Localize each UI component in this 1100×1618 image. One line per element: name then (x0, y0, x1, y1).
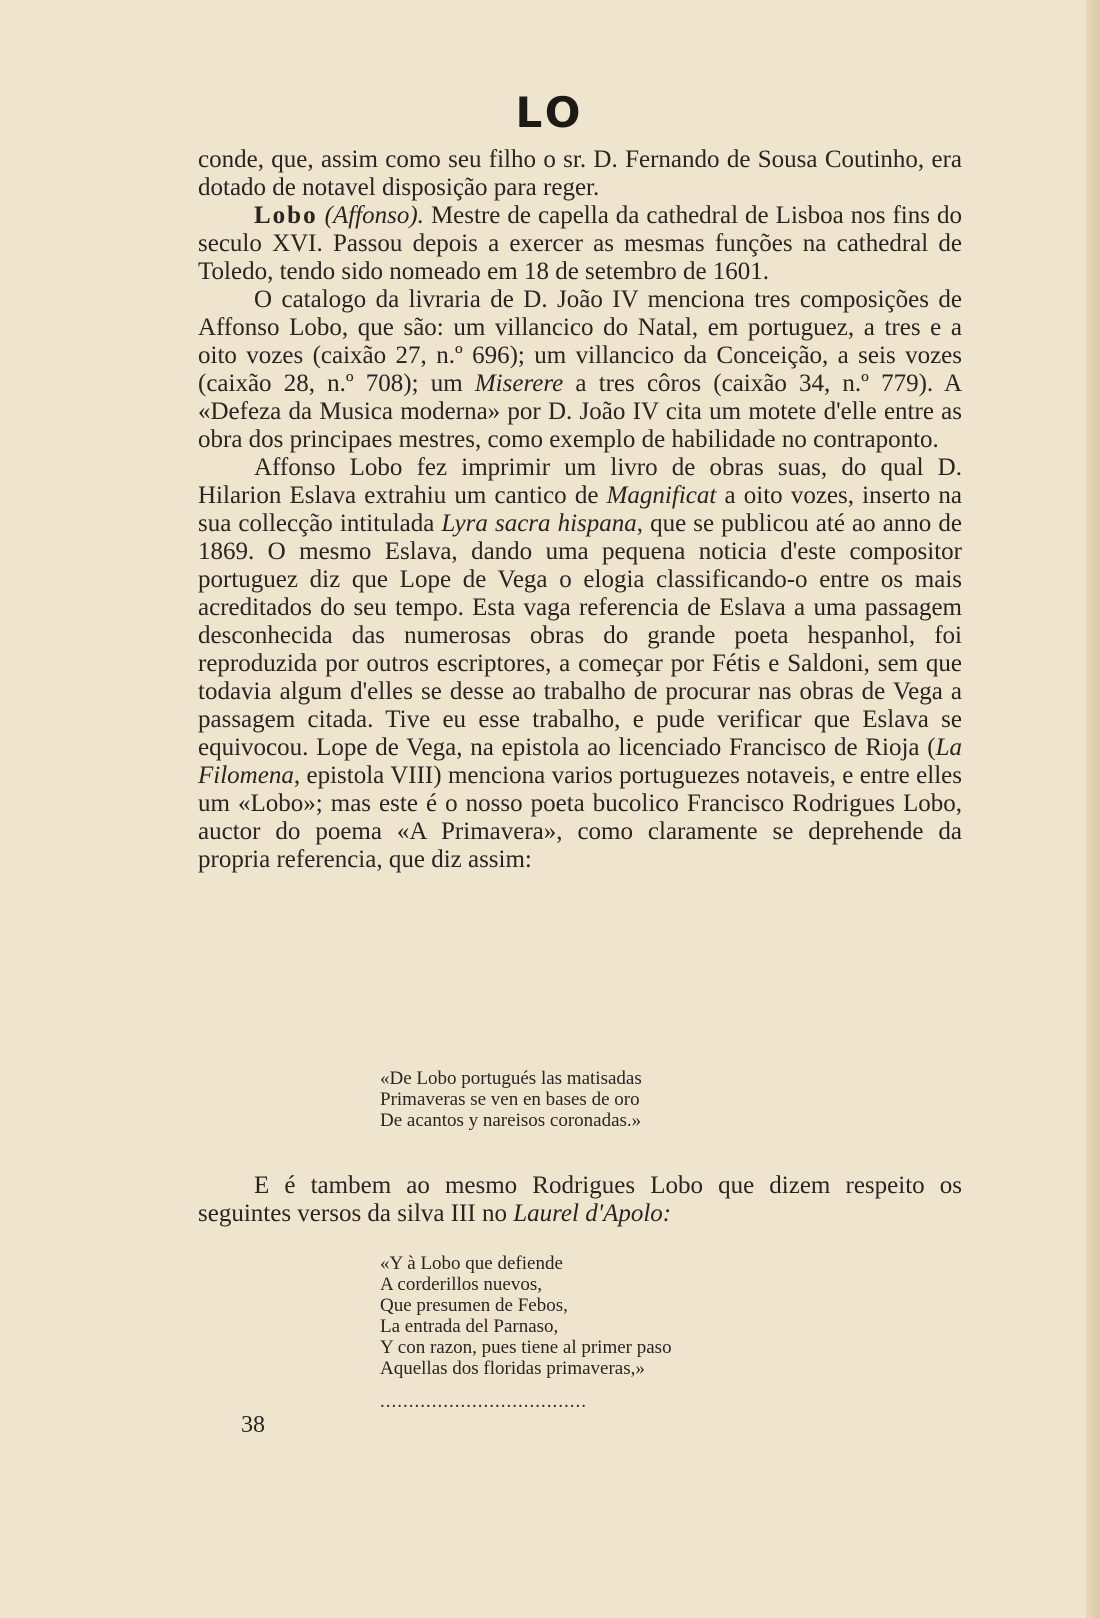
verse-line: Primaveras se ven en bases de oro (380, 1089, 640, 1110)
paragraph-eslava (198, 454, 962, 874)
page-edge (1086, 0, 1100, 1618)
verse-line: «De Lobo portugués las matisadas (380, 1068, 642, 1089)
verse-block-2 (380, 1253, 860, 1379)
main-text (198, 146, 962, 874)
eslava-text-1: Affonso Lobo fez imprimir um livro de obras suas, do qual D. Hilarion Eslava extrahiu um cantico de (198, 454, 962, 509)
page-header: LO (515, 88, 585, 137)
entry-continuation: conde, que, assim como seu filho o sr. D. Fernando de Sousa Coutinho, era dotado de notavel disposição para reger. (198, 146, 962, 201)
laurel-paragraph (198, 1172, 962, 1228)
eslava-text-3: , que se publicou até ao anno de 1869. O mesmo Eslava, dando uma pequena noticia d'este compositor portuguez diz que Lope de Vega o elogia classificando-o entre os mais acreditados do seu tempo. Esta vaga referencia de Eslava a uma passagem desconhecida das numerosas obras do grande poeta hespanhol, foi reproduzida por outros escriptores, a começar por Fétis e Saldoni, sem que todavia algum d'elles se desse ao trabalho de procurar nas obras de Vega a passagem citada. Tive eu esse trabalho, e pude verificar que Eslava se equivocou. Lope de Vega, na epistola ao licenciado Francisco de Rioja ( (198, 510, 962, 761)
eslava-text-4: , epistola VIII) menciona varios portuguezes notaveis, e entre elles um «Lobo»; mas este é o nosso poeta bucolico Francisco Rodrigues Lobo, auctor do poema «A Primavera», como claramente se deprehende da propria referencia, que diz assim: (198, 762, 962, 873)
page-number: 38 (241, 1412, 265, 1438)
verse-line: De acantos y nareisos coronadas.» (380, 1110, 642, 1131)
miserere-title: Miserere (474, 370, 564, 397)
paragraph-catalogo (198, 286, 962, 454)
verse-line: Y con razon, pues tiene al primer paso (380, 1337, 672, 1358)
lyra-title: Lyra sacra hispana (441, 510, 637, 537)
verse-line: A corderillos nuevos, (380, 1274, 543, 1295)
magnificat-title: Magnificat (606, 482, 717, 509)
laurel-title: Laurel d'Apolo: (513, 1200, 672, 1227)
eslava-text-2: a oito vozes, inserto na sua collecção intitulada (198, 482, 962, 537)
verse-line: Que presumen de Febos, (380, 1295, 568, 1316)
entry-lobo (198, 202, 962, 286)
entry-definition: Mestre de capella da cathedral de Lisboa nos fins do seculo XVI. Passou depois a exercer as mesmas funções na cathedral de Toledo, tendo sido nomeado em 18 de setembro de 1601. (198, 202, 963, 285)
laurel-text: E é tambem ao mesmo Rodrigues Lobo que dizem respeito os seguintes versos da silva III no (198, 1172, 962, 1227)
paragraph-laurel (198, 1172, 962, 1228)
filomena-title: La Filomena (198, 734, 962, 789)
catalogo-text-1: O catalogo da livraria de D. João IV menciona tres composições de Affonso Lobo, que são: um villancico do Natal, em portuguez, a tres e a oito vozes (caixão 27, n.º 696); um villancico da Conceição, a seis vozes (caixão 28, n.º 708); um (198, 286, 962, 397)
verse-line: «Y à Lobo que defiende (380, 1253, 563, 1274)
entry-headword: Lobo (254, 202, 318, 229)
verse-line: Aquellas dos floridas primaveras,» (380, 1358, 645, 1379)
verse-line: La entrada del Parnaso, (380, 1316, 559, 1337)
verse-block-1 (380, 1068, 860, 1131)
catalogo-text-2: a tres côros (caixão 34, n.º 779). A «Defeza da Musica moderna» por D. João IV cita um motete d'elle entre as obra dos principaes mestres, como exemplo de habilidade no contraponto. (198, 370, 962, 453)
ellipsis-line: .................................... (380, 1391, 587, 1412)
entry-given-name: (Affonso). (324, 202, 424, 229)
